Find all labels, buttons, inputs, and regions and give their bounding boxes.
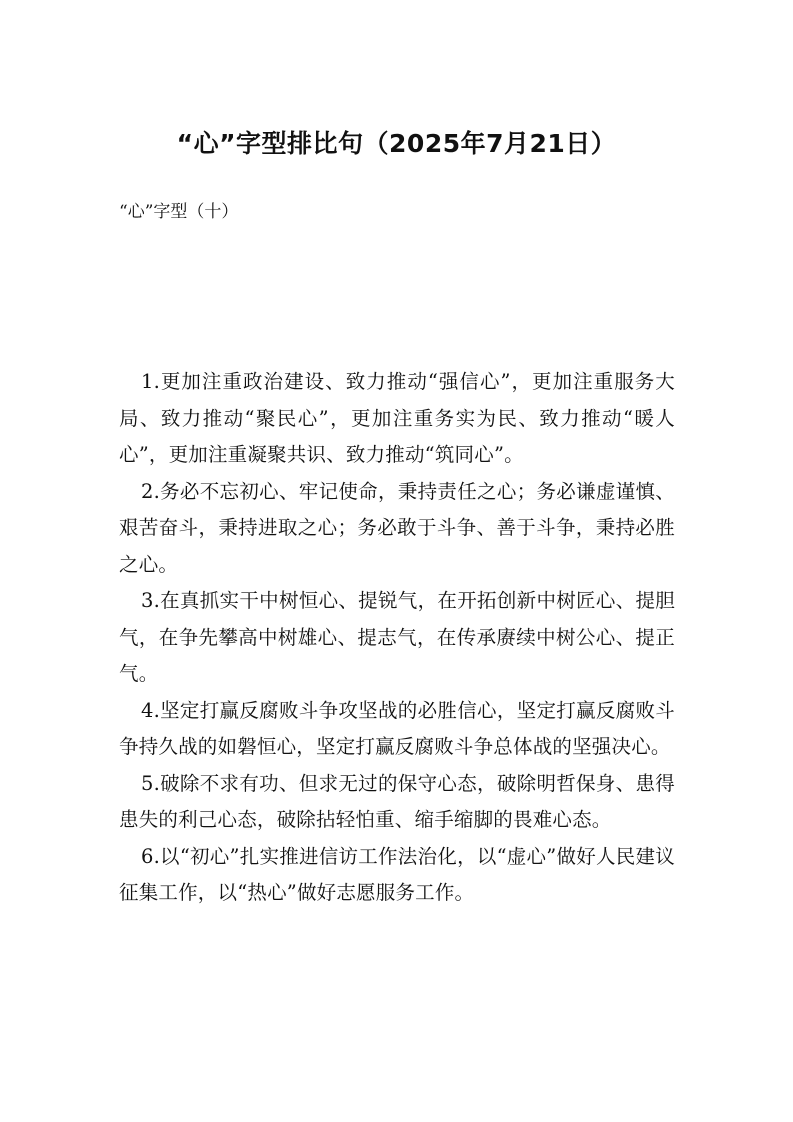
paragraph-2: 2.务必不忘初心、牢记使命，秉持责任之心；务必谦虚谨慎、艰苦奋斗，秉持进取之心；务必敢于斗争、善于斗争，秉持必胜之心。 [119,479,675,576]
document-body [119,364,675,912]
paragraph-3: 3.在真抓实干中树恒心、提锐气，在开拓创新中树匠心、提胆气，在争先攀高中树雄心、提志气，在传承赓续中树公心、提正气。 [119,589,675,685]
document-subtitle: “心”字型（十） [119,202,239,222]
paragraph-1: 1.更加注重政治建设、致力推动“强信心”，更加注重服务大局、致力推动“聚民心”，更加注重务实为民、致力推动“暖人心”，更加注重凝聚共识、致力推动“筑同心”。 [119,370,675,466]
paragraph-5: 5.破除不求有功、但求无过的保守心态，破除明哲保身、患得患失的利己心态，破除拈轻怕重、缩手缩脚的畏难心态。 [119,771,675,831]
paragraph-6: 6.以“初心”扎实推进信访工作法治化，以“虚心”做好人民建议征集工作，以“热心”做好志愿服务工作。 [119,844,675,904]
document-title: “心”字型排比句（2025年7月21日） [176,129,617,158]
paragraph-4: 4.坚定打赢反腐败斗争攻坚战的必胜信心，坚定打赢反腐败斗争持久战的如磐恒心，坚定打赢反腐败斗争总体战的坚强决心。 [119,698,675,758]
